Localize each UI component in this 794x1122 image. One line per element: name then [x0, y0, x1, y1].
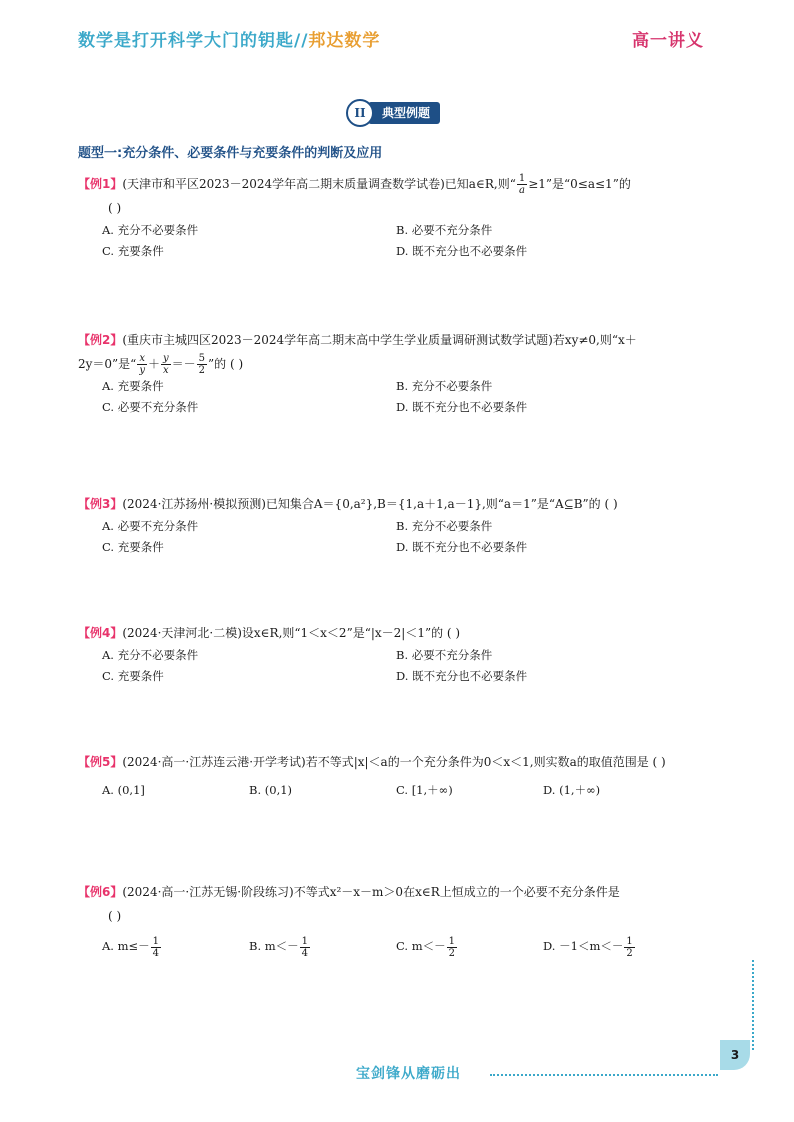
option-d: D. 既不充分也不必要条件: [396, 540, 528, 554]
option-c: C. 必要不充分条件: [102, 400, 199, 414]
fraction: [624, 936, 634, 959]
options: [102, 376, 718, 418]
header-slogan: [78, 26, 380, 51]
fraction-denominator: 2: [198, 365, 206, 376]
question-6-stem: [78, 880, 718, 928]
fraction: [161, 353, 171, 376]
option-a: A. 必要不充分条件: [102, 519, 199, 533]
question-text: (重庆市主城四区2023－2024学年高二期末高中学生学业质量调研测试数学试题)若xy≠0,则“x＋: [122, 333, 637, 347]
question-text: (2024·江苏扬州·模拟预测)已知集合A＝{0,a²},B＝{1,a＋1,a－1},则“a＝1”是“A⊆B”的 ( ): [122, 497, 618, 511]
question-3: [78, 492, 718, 558]
fraction: [137, 353, 147, 376]
option-d: D. 既不充分也不必要条件: [396, 244, 528, 258]
option-a: A. (0,1]: [102, 783, 145, 797]
topic-title: 题型一:充分条件、必要条件与充要条件的判断及应用: [78, 146, 383, 161]
options: [102, 934, 718, 959]
option-a: A. 充要条件: [102, 379, 164, 393]
option-text: D. －1＜m＜－: [543, 939, 624, 953]
fraction-denominator: y: [139, 365, 145, 376]
option-b: B. 必要不充分条件: [396, 648, 493, 662]
equals-sign: ＝－: [171, 357, 196, 371]
fraction-numerator: x: [139, 353, 145, 364]
question-2-stem: [78, 328, 718, 376]
option-c: C. [1,＋∞): [396, 783, 453, 797]
plus-sign: ＋: [147, 357, 160, 371]
options: [102, 778, 718, 802]
option-d: D. 既不充分也不必要条件: [396, 400, 528, 414]
question-text: 2y＝0”是“: [78, 357, 137, 371]
fraction-denominator: 4: [301, 947, 309, 959]
question-2: [78, 328, 718, 418]
option-d: D. (1,＋∞): [543, 783, 601, 797]
fraction-denominator: 2: [626, 947, 633, 959]
question-3-stem: [78, 492, 718, 516]
question-text: (2024·高一·江苏无锡·阶段练习)不等式x²－x－m＞0在x∈R上恒成立的一个必要不充分条件是: [122, 885, 620, 899]
fraction: [447, 936, 457, 959]
option-text: B. m＜－: [249, 939, 299, 953]
section-label: 典型例题: [368, 102, 440, 124]
section-numeral: II: [346, 99, 374, 127]
side-dotted-line: [752, 960, 754, 1050]
header-slogan-text: 数学是打开科学大门的钥匙//: [78, 31, 309, 51]
option-d: D. 既不充分也不必要条件: [396, 669, 528, 683]
question-text: (2024·高一·江苏连云港·开学考试)若不等式|x|＜a的一个充分条件为0＜x＜1,则实数a的取值范围是 ( ): [122, 755, 666, 769]
answer-paren: ( ): [108, 201, 122, 215]
question-1-stem: [78, 172, 718, 220]
question-tag: 【例3】: [78, 497, 123, 511]
option-b: B. 充分不必要条件: [396, 379, 493, 393]
question-tag: 【例6】: [78, 885, 123, 899]
question-5: [78, 750, 718, 802]
fraction-numerator: 1: [448, 935, 455, 947]
option-c: C. 充要条件: [102, 669, 164, 683]
fraction-numerator: 1: [518, 173, 526, 184]
option-a: A. 充分不必要条件: [102, 648, 199, 662]
option-c: C. 充要条件: [102, 244, 164, 258]
fraction-numerator: y: [163, 353, 169, 364]
fraction-numerator: 1: [626, 935, 633, 947]
fraction: [300, 936, 310, 959]
answer-paren: ( ): [108, 909, 122, 923]
question-6: [78, 880, 718, 959]
fraction-denominator: 4: [152, 947, 160, 959]
question-text: (2024·天津河北·二模)设x∈R,则“1＜x＜2”是“|x－2|＜1”的 ( ): [122, 626, 461, 640]
fraction-denominator: a: [519, 185, 525, 196]
option-b: B. 充分不必要条件: [396, 519, 493, 533]
fraction-numerator: 1: [152, 935, 160, 947]
question-tag: 【例4】: [78, 626, 123, 640]
fraction-numerator: 1: [301, 935, 309, 947]
header-brand: 邦达数学: [308, 31, 381, 51]
question-tag: 【例1】: [78, 177, 123, 191]
question-text: ”的 ( ): [208, 357, 244, 371]
question-tag: 【例2】: [78, 333, 123, 347]
footer-motto: 宝剑锋从磨砺出: [356, 1066, 461, 1082]
header-grade: 高一讲义: [632, 31, 704, 51]
fraction: [151, 936, 161, 959]
fraction-denominator: 2: [448, 947, 455, 959]
option-c: C. 充要条件: [102, 540, 164, 554]
question-4-stem: [78, 621, 718, 645]
question-5-stem: [78, 750, 718, 774]
option-b: B. 必要不充分条件: [396, 223, 493, 237]
question-tag: 【例5】: [78, 755, 123, 769]
option-d: [543, 934, 690, 959]
option-a: A. 充分不必要条件: [102, 223, 199, 237]
question-text: ≥1”是“0≤a≤1”的: [528, 177, 631, 191]
option-c: [396, 934, 543, 959]
option-a: [102, 934, 249, 959]
option-text: C. m＜－: [396, 939, 446, 953]
fraction: [517, 173, 527, 196]
options: [102, 516, 718, 558]
options: [102, 220, 718, 262]
option-b: [249, 934, 396, 959]
options: [102, 645, 718, 687]
page-number: 3: [720, 1040, 750, 1070]
question-4: [78, 621, 718, 687]
footer-dotted-line: [490, 1074, 718, 1076]
fraction: [197, 353, 207, 376]
option-text: A. m≤－: [102, 939, 150, 953]
fraction-denominator: x: [163, 365, 169, 376]
question-text: (天津市和平区2023－2024学年高二期末质量调查数学试卷)已知a∈R,则“: [122, 177, 516, 191]
option-b: B. (0,1): [249, 783, 293, 797]
fraction-numerator: 5: [198, 353, 206, 364]
question-1: [78, 172, 718, 262]
section-badge: [346, 99, 440, 127]
